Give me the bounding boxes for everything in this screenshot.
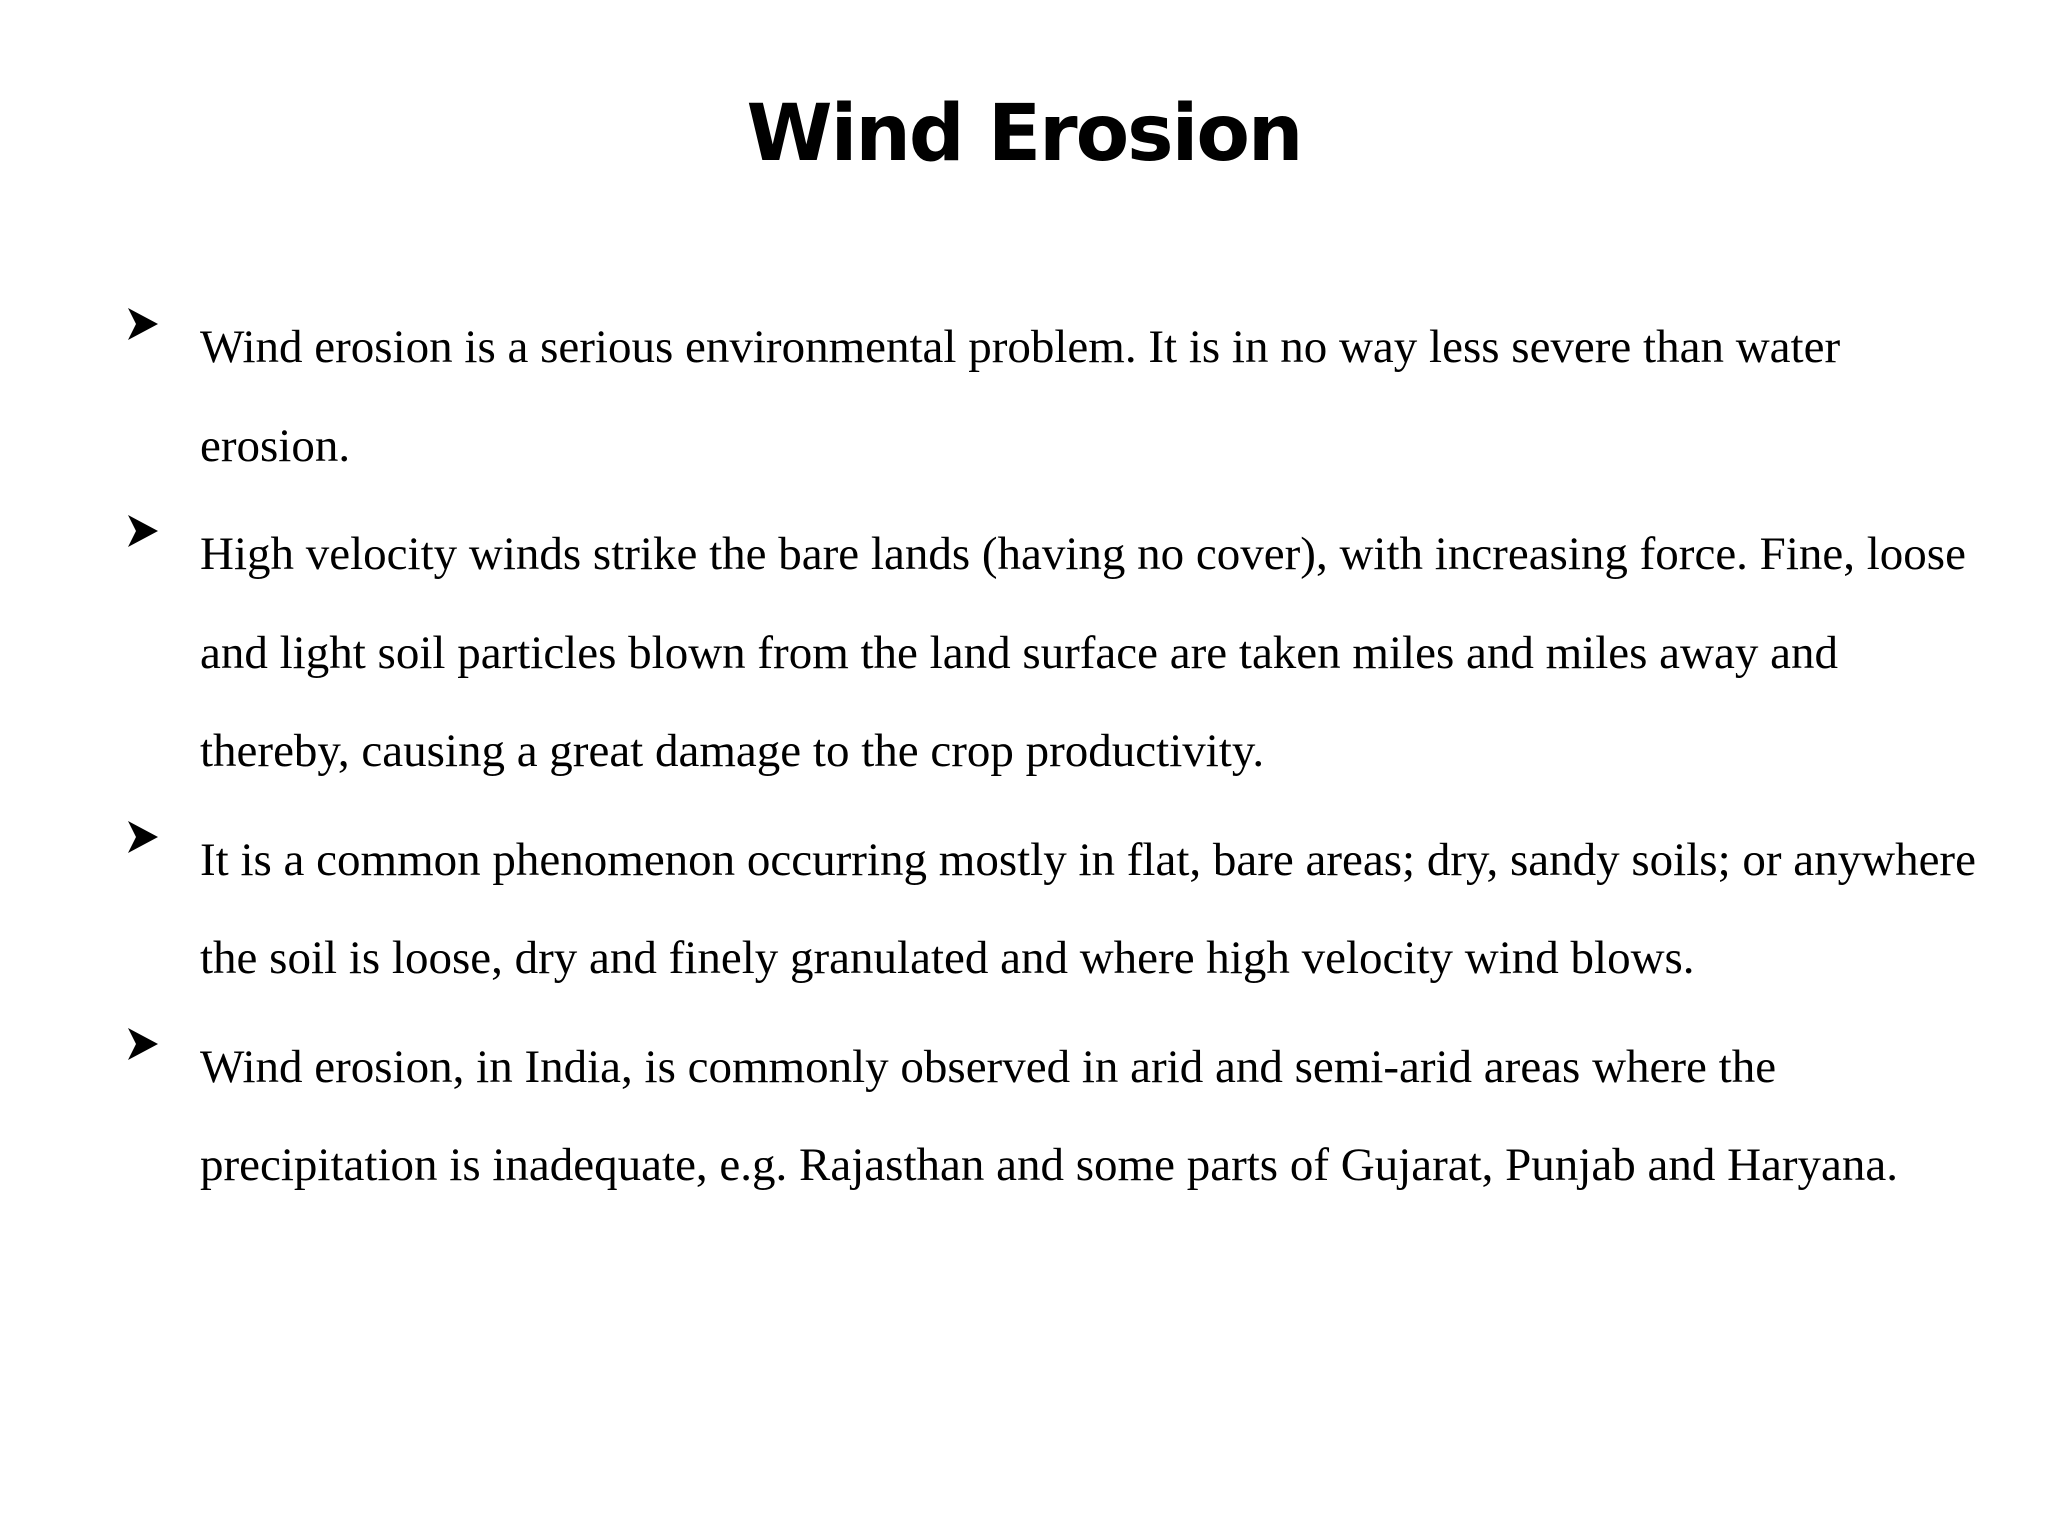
bullet-text: Wind erosion, in India, is commonly observed in arid and semi-arid areas where the precipitation is inadequate, e.g. Rajasthan and some parts of Gujarat, Punjab and Haryana. — [200, 1040, 1898, 1191]
bullet-item — [0, 298, 2048, 495]
arrowhead-bullet-icon — [126, 817, 160, 857]
arrowhead-bullet-icon — [126, 511, 160, 551]
bullet-text: Wind erosion is a serious environmental problem. It is in no way less severe than water erosion. — [200, 321, 1841, 472]
bullet-text: It is a common phenomenon occurring mostly in flat, bare areas; dry, sandy soils; or anywhere the soil is loose, dry and finely granulated and where high velocity wind blows. — [200, 833, 1976, 984]
bullet-item — [0, 1018, 2048, 1215]
bullet-item — [0, 811, 2048, 1008]
arrowhead-bullet-icon — [126, 304, 160, 344]
bullet-text: High velocity winds strike the bare lands (having no cover), with increasing force. Fine, loose and light soil particles blown from the land surface are taken miles and miles away and thereby, causing a great damage to the crop productivity. — [200, 528, 1966, 777]
bullet-item — [0, 505, 2048, 801]
slide-title: Wind Erosion — [746, 89, 1302, 179]
arrowhead-bullet-icon — [126, 1024, 160, 1064]
bullet-list — [0, 298, 2048, 1225]
